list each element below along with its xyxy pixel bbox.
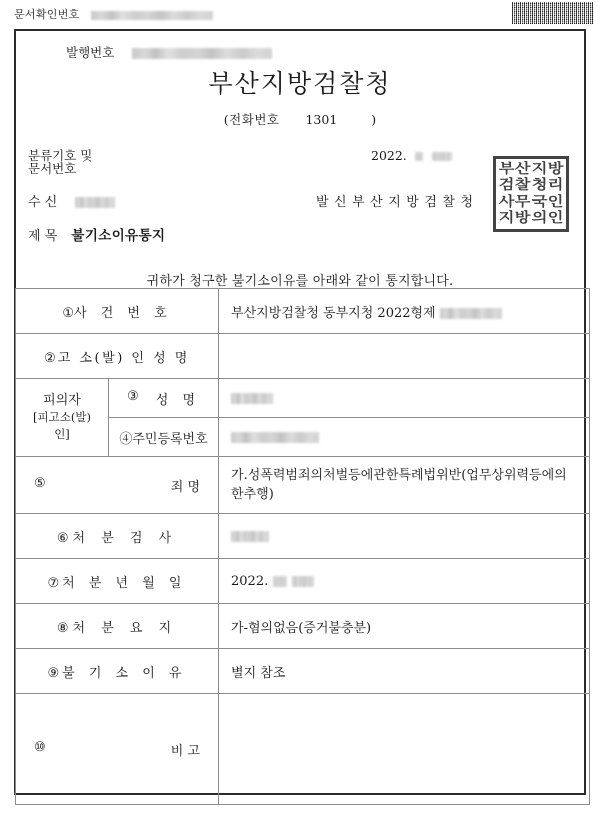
classification-label-line2: 문서번호 bbox=[28, 161, 77, 176]
seal-char: 방 bbox=[515, 210, 531, 227]
table-row bbox=[16, 604, 590, 649]
sender-value: 부산지방검찰청 bbox=[352, 195, 479, 210]
row-label-text: 처 분 검 사 bbox=[72, 530, 178, 546]
2d-barcode bbox=[512, 2, 594, 24]
seal-char: 청 bbox=[531, 178, 547, 194]
seal-char: 무 bbox=[515, 194, 531, 210]
sender-row bbox=[316, 191, 479, 210]
table-row bbox=[16, 289, 590, 334]
row-number: ② bbox=[44, 350, 56, 366]
seal-char: 국 bbox=[531, 194, 547, 210]
prosecutor-redacted bbox=[231, 531, 269, 542]
subject-row bbox=[28, 224, 165, 244]
row-value-complainant-name bbox=[219, 334, 590, 379]
row-number: ⑦ bbox=[47, 575, 60, 591]
table-row bbox=[16, 694, 590, 805]
table-row bbox=[16, 649, 590, 694]
row-label-non-prosecution-reason bbox=[16, 649, 219, 694]
row-label-text: 처 분 요 지 bbox=[72, 620, 178, 636]
seal-char: 지 bbox=[531, 161, 547, 178]
row-label-remarks bbox=[16, 694, 219, 805]
row-number: ⑤ bbox=[34, 475, 46, 491]
suspect-name-redacted bbox=[231, 393, 273, 404]
recipient-label: 수 신 bbox=[28, 195, 58, 210]
row-value-non-prosecution-reason: 별지 참조 bbox=[219, 649, 590, 694]
seal-char: 인 bbox=[547, 194, 564, 210]
row-label-text: 사 건 번 호 bbox=[74, 305, 172, 321]
row-label-disposition-summary bbox=[16, 604, 219, 649]
table-row bbox=[16, 379, 590, 418]
row-label-resident-registration-number bbox=[109, 418, 219, 457]
row-value-disposition-summary: 가-혐의없음(증거불충분) bbox=[219, 604, 590, 649]
document-frame bbox=[14, 29, 586, 795]
suspect-label-line2: [피고소(발)인] bbox=[33, 410, 91, 441]
row-label-case-number bbox=[16, 289, 219, 334]
seal-char: 산 bbox=[515, 161, 531, 178]
seal-char: 인 bbox=[547, 210, 564, 227]
row-number: ⑩ bbox=[34, 739, 46, 755]
subject-label: 제 목 bbox=[28, 229, 58, 244]
row-label-text: 성 명 bbox=[155, 392, 201, 408]
row-number: ⑥ bbox=[56, 530, 69, 546]
row-label-text: 죄 명 bbox=[170, 479, 201, 495]
row-label-text: 처 분 년 월 일 bbox=[62, 575, 187, 591]
issue-number-value-redacted bbox=[132, 48, 272, 59]
row-label-suspect bbox=[16, 379, 109, 457]
seal-char: 방 bbox=[547, 161, 564, 178]
row-label-text: 주민등록번호 bbox=[132, 431, 208, 447]
row-label-text: 불 기 소 이 유 bbox=[62, 665, 187, 681]
row-number: ⑧ bbox=[56, 620, 69, 636]
row-label-disposition-date bbox=[16, 559, 219, 604]
phone-line bbox=[16, 110, 584, 128]
organization-title: 부산지방검찰청 bbox=[208, 69, 392, 98]
row-value-prosecutor bbox=[219, 514, 590, 559]
recipient-row bbox=[28, 191, 115, 210]
row-label-text: 고 소(발) 인 성 명 bbox=[57, 350, 190, 366]
issue-number bbox=[66, 43, 272, 61]
document-date-month-redacted bbox=[415, 152, 423, 161]
row-number: ① bbox=[62, 305, 75, 321]
seal-char: 리 bbox=[547, 178, 564, 194]
table-row bbox=[16, 334, 590, 379]
row-value-disposition-date bbox=[219, 559, 590, 604]
classification-label bbox=[28, 149, 92, 175]
disposition-date-day-redacted bbox=[292, 576, 314, 587]
disposition-date-year: 2022. bbox=[231, 573, 269, 589]
row-value-resident-registration-number bbox=[219, 418, 590, 457]
row-label-suspect-name bbox=[109, 379, 219, 418]
table-row bbox=[16, 514, 590, 559]
document-meta bbox=[16, 143, 584, 288]
phone-label: (전화번호 bbox=[223, 112, 280, 127]
official-seal-characters bbox=[499, 162, 563, 226]
document-confirmation-number bbox=[14, 6, 213, 22]
row-label-prosecutor bbox=[16, 514, 219, 559]
document-confirmation-value-redacted bbox=[91, 11, 213, 20]
document-confirmation-label: 문서확인번호 bbox=[14, 8, 80, 21]
subject-value: 불기소이유통지 bbox=[71, 228, 166, 244]
table-row bbox=[16, 559, 590, 604]
disposition-table bbox=[15, 288, 590, 805]
row-label-complainant-name bbox=[16, 334, 219, 379]
row-value-remarks bbox=[219, 694, 590, 805]
row-number: ③ bbox=[127, 388, 139, 404]
row-value-case-number bbox=[219, 289, 590, 334]
document-date bbox=[371, 148, 452, 163]
seal-char: 의 bbox=[531, 210, 547, 227]
document-date-year: 2022. bbox=[371, 148, 407, 163]
document-date-day-redacted bbox=[432, 152, 452, 161]
sender-label: 발신 bbox=[316, 195, 353, 210]
official-seal bbox=[493, 156, 569, 232]
case-number-redacted bbox=[440, 308, 502, 319]
row-number: ⑨ bbox=[47, 665, 60, 681]
seal-char: 사 bbox=[498, 194, 515, 210]
case-number-text: 부산지방검찰청 동부지청 2022형제 bbox=[231, 305, 436, 321]
table-row bbox=[16, 457, 590, 514]
seal-char: 찰 bbox=[515, 178, 531, 194]
row-label-text: 비 고 bbox=[170, 743, 201, 759]
row-value-charge: 가.성폭력범죄의처벌등에관한특례법위반(업무상위력등에의한추행) bbox=[219, 457, 590, 514]
phone-number: 1301 bbox=[305, 112, 338, 127]
issue-number-label: 발행번호 bbox=[66, 45, 115, 60]
row-label-charge bbox=[16, 457, 219, 514]
seal-char: 지 bbox=[498, 210, 515, 227]
top-strip bbox=[0, 0, 600, 30]
seal-char: 검 bbox=[498, 178, 515, 194]
suspect-label-line1: 피의자 bbox=[43, 393, 81, 408]
row-number: ④ bbox=[119, 431, 133, 447]
notice-sentence: 귀하가 청구한 불기소이유를 아래와 같이 통지합니다. bbox=[146, 274, 454, 289]
resident-registration-number-redacted bbox=[231, 432, 319, 443]
classification-label-line1: 분류기호 및 bbox=[28, 148, 93, 163]
seal-char: 부 bbox=[498, 161, 515, 178]
disposition-date-month-redacted bbox=[273, 576, 287, 587]
phone-close-paren: ) bbox=[371, 112, 377, 127]
recipient-value-redacted bbox=[75, 197, 115, 208]
row-value-suspect-name bbox=[219, 379, 590, 418]
